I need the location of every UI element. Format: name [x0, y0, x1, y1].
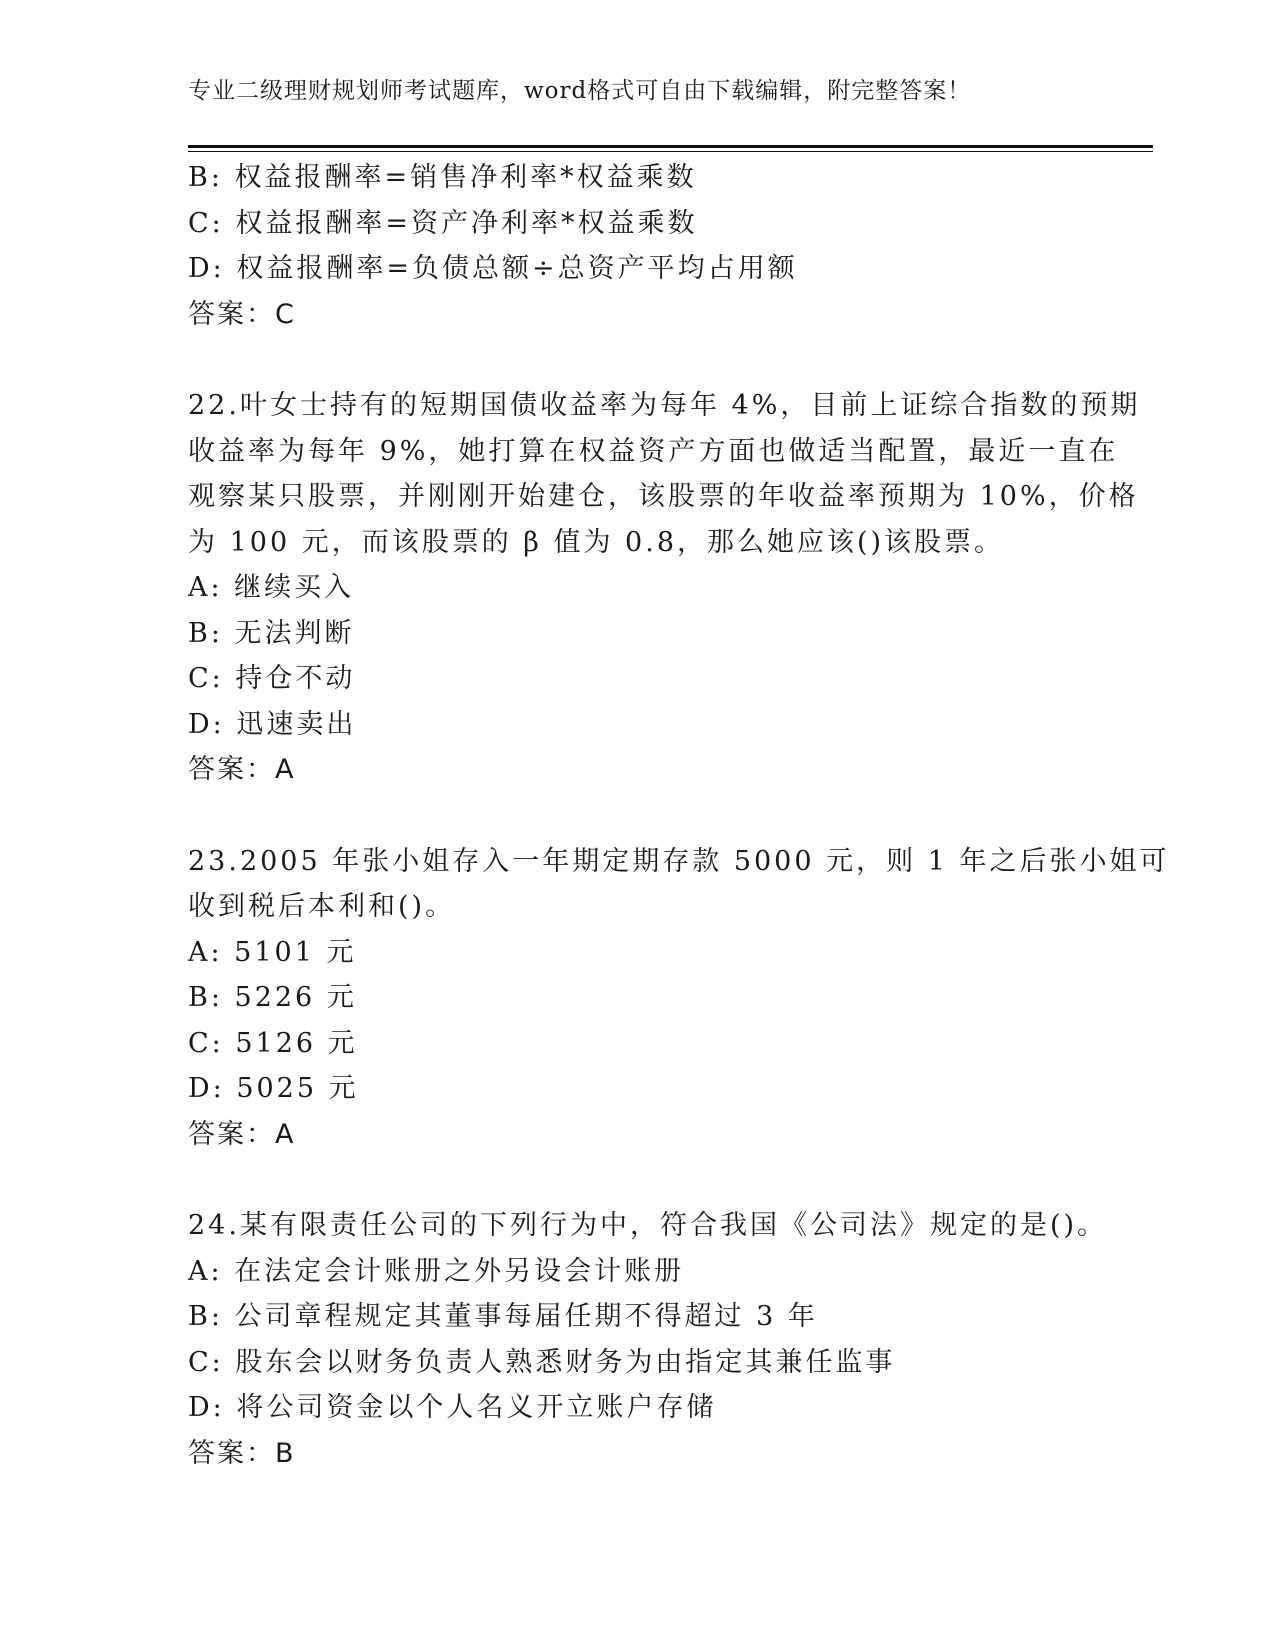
option-d: D: 权益报酬率=负债总额÷总资产平均占用额	[188, 253, 798, 284]
option-a: A: 继续买入	[188, 572, 355, 603]
page-header: 专业二级理财规划师考试题库，word格式可自由下载编辑，附完整答案！	[188, 78, 972, 104]
option-c: C: 权益报酬率=资产净利率*权益乘数	[188, 207, 698, 239]
question-22-line-2: 收益率为每年 9%，她打算在权益资产方面也做适当配置，最近一直在	[188, 435, 1119, 467]
option-c: C: 5126 元	[188, 1027, 358, 1059]
question-22-line-3: 观察某只股票，并刚刚开始建仓，该股票的年收益率预期为 10%，价格	[188, 481, 1139, 512]
answer-24: 答案：B	[188, 1437, 296, 1469]
answer-21: 答案：C	[188, 298, 296, 330]
spacer	[188, 793, 1088, 839]
option-b: B: 无法判断	[188, 617, 355, 649]
header-rule-thick	[188, 145, 1153, 148]
question-23-line-1: 23.2005 年张小姐存入一年期定期存款 5000 元，则 1 年之后张小姐可	[188, 845, 1170, 877]
answer-22: 答案：A	[188, 754, 296, 785]
option-a: A: 在法定会计账册之外另设会计账册	[188, 1255, 685, 1287]
option-d: D: 5025 元	[188, 1073, 359, 1104]
option-d: D: 迅速卖出	[188, 708, 357, 740]
spacer	[188, 337, 1088, 383]
option-c: C: 持仓不动	[188, 663, 356, 694]
question-content	[188, 155, 1170, 1476]
question-23	[188, 839, 1170, 1158]
question-22-line-1: 22.叶女士持有的短期国债收益率为每年 4%，目前上证综合指数的预期	[188, 390, 1141, 421]
question-23-line-2: 收到税后本利和()。	[188, 891, 456, 922]
question-22-line-4: 为 100 元，而该股票的 β 值为 0.8，那么她应该()该股票。	[188, 526, 1005, 558]
option-c: C: 股东会以财务负责人熟悉财务为由指定其兼任监事	[188, 1346, 896, 1378]
option-b: B: 权益报酬率=销售净利率*权益乘数	[188, 162, 697, 193]
option-a: A: 5101 元	[188, 936, 357, 968]
option-d: D: 将公司资金以个人名义开立账户存储	[188, 1392, 717, 1423]
spacer	[188, 1157, 1088, 1203]
header-rule-thin	[188, 151, 1153, 152]
option-b: B: 公司章程规定其董事每届任期不得超过 3 年	[188, 1301, 818, 1332]
question-22	[188, 383, 1141, 793]
question-24	[188, 1203, 1108, 1476]
question-24-line-1: 24.某有限责任公司的下列行为中，符合我国《公司法》规定的是()。	[188, 1210, 1108, 1241]
option-b: B: 5226 元	[188, 982, 357, 1013]
question-21	[188, 155, 1088, 337]
answer-23: 答案：A	[188, 1118, 296, 1150]
